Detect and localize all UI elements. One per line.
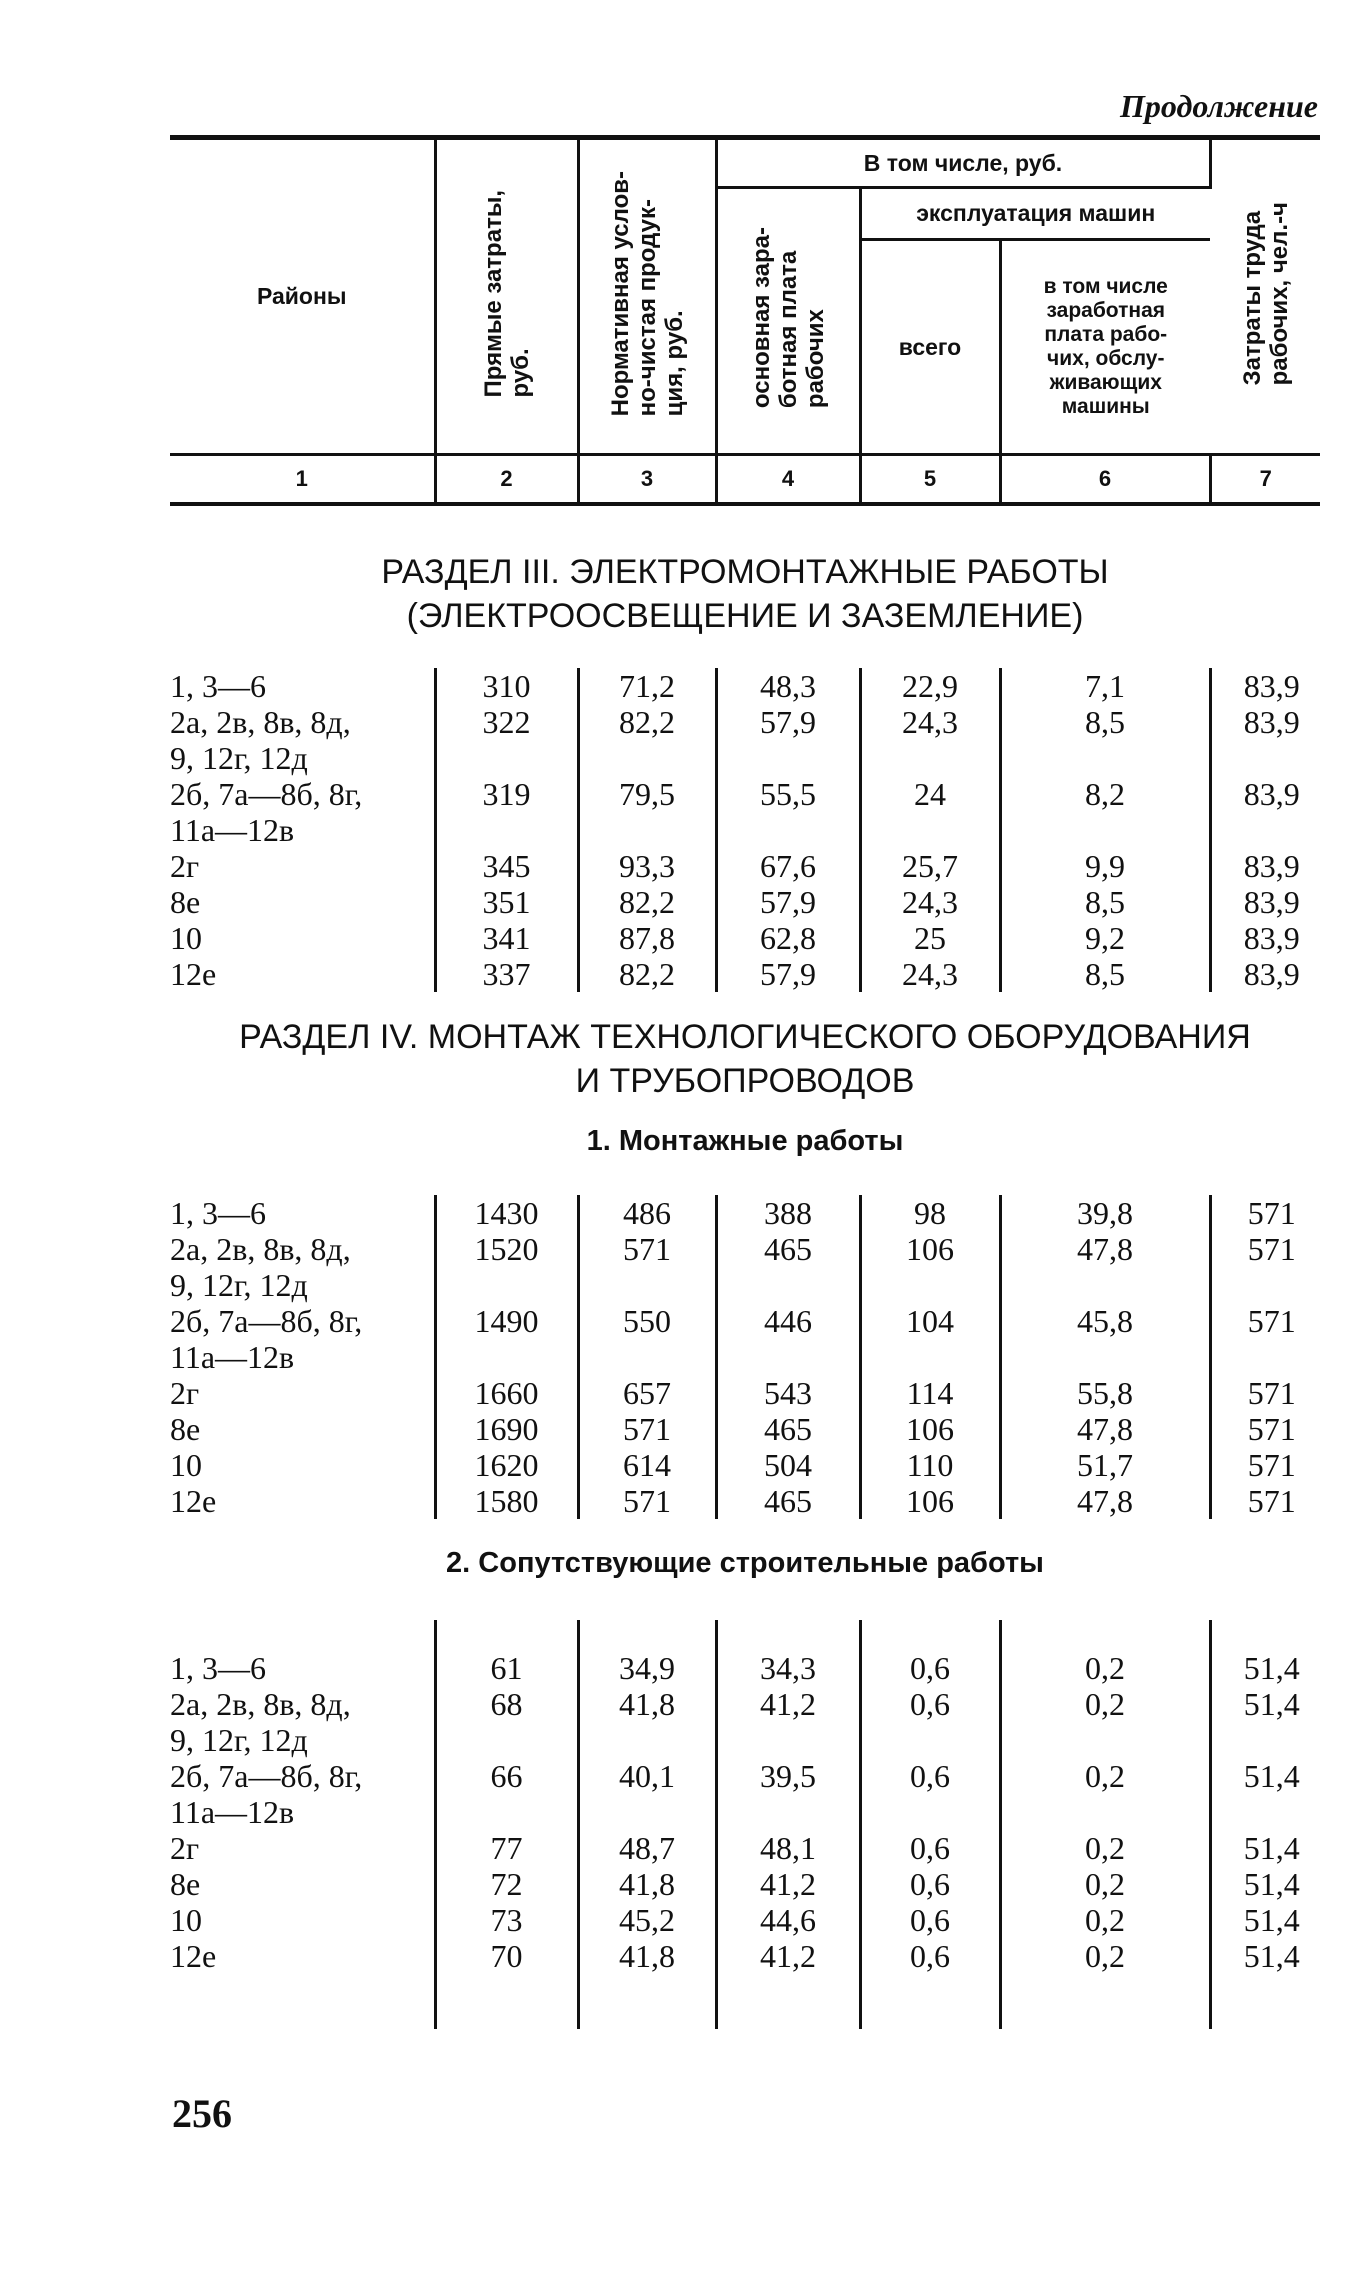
table-cell: 55,5 <box>716 776 860 848</box>
page-number: 256 <box>172 2091 232 2136</box>
table-cell: 446 <box>716 1303 860 1375</box>
spacer-row <box>170 1974 1320 2029</box>
table-cell: 571 <box>1247 1375 1296 1411</box>
table-cell: 465 <box>716 1483 860 1519</box>
table-row <box>170 1375 1320 1411</box>
table-cell: 10 <box>170 1447 435 1483</box>
table-cell: 41,2 <box>716 1866 860 1902</box>
table-row <box>170 1902 1320 1938</box>
table-cell: 55,8 <box>1000 1375 1210 1411</box>
table-cell: 571 <box>1247 1411 1296 1447</box>
table-cell: 0,2 <box>1000 1758 1210 1830</box>
table-cell: 0,6 <box>860 1902 1000 1938</box>
table-cell: 93,3 <box>578 848 716 884</box>
table-row <box>170 1447 1320 1483</box>
table-cell: 9,2 <box>1000 920 1210 956</box>
table-cell: 83,9 <box>1243 920 1300 956</box>
table-cell: 44,6 <box>716 1902 860 1938</box>
table-cell: 2б, 7а—8б, 8г, 11а—12в <box>170 776 435 848</box>
section-4-subtitle-1: 1. Монтажные работы <box>586 1125 904 1157</box>
table-row <box>170 884 1320 920</box>
table-cell: 571 <box>1247 1303 1296 1339</box>
col-number-7: 7 <box>1210 455 1320 505</box>
table-cell: 57,9 <box>716 956 860 992</box>
table-cell: 51,4 <box>1243 1902 1300 1938</box>
table-cell: 83,9 <box>1243 704 1300 740</box>
section-4-table-2 <box>170 1620 1320 2029</box>
table-cell: 72 <box>435 1866 578 1902</box>
table-cell: 24,3 <box>860 956 1000 992</box>
table-cell: 550 <box>578 1303 716 1375</box>
section-4-title: РАЗДЕЛ IV. МОНТАЖ ТЕХНОЛОГИЧЕСКОГО ОБОРУДОВАНИЯ И ТРУБОПРОВОДОВ <box>239 1018 1251 1100</box>
table-cell: 57,9 <box>716 884 860 920</box>
table-cell: 45,2 <box>578 1902 716 1938</box>
table-cell: 341 <box>435 920 578 956</box>
table-cell: 67,6 <box>716 848 860 884</box>
header-normative: Нормативная услов- но-чистая продук- ция, руб. <box>578 138 716 455</box>
table-cell: 22,9 <box>860 668 1000 704</box>
table-row <box>170 668 1320 704</box>
table-cell: 337 <box>435 956 578 992</box>
table-row <box>170 956 1320 992</box>
header-labor: Затраты труда рабочих, чел.-ч <box>1238 201 1293 386</box>
table-cell: 41,8 <box>578 1686 716 1758</box>
table-cell: 62,8 <box>716 920 860 956</box>
table-cell: 1490 <box>435 1303 578 1375</box>
table-cell: 345 <box>435 848 578 884</box>
table-cell: 48,7 <box>578 1830 716 1866</box>
table-cell: 25 <box>860 920 1000 956</box>
table-cell: 41,2 <box>716 1938 860 1974</box>
table-cell: 7,1 <box>1000 668 1210 704</box>
col-number-4: 4 <box>716 455 860 505</box>
table-cell: 1, 3—6 <box>170 1650 435 1686</box>
table-cell: 12е <box>170 1938 435 1974</box>
table-cell: 8е <box>170 884 435 920</box>
table-cell: 2б, 7а—8б, 8г, 11а—12в <box>170 1303 435 1375</box>
table-cell: 571 <box>1247 1195 1296 1231</box>
table-row <box>170 1758 1320 1830</box>
table-cell: 114 <box>860 1375 1000 1411</box>
table-cell: 12е <box>170 956 435 992</box>
table-cell: 1520 <box>435 1231 578 1303</box>
table-cell: 34,3 <box>716 1650 860 1686</box>
table-cell: 351 <box>435 884 578 920</box>
table-cell: 1620 <box>435 1447 578 1483</box>
table-cell: 0,2 <box>1000 1938 1210 1974</box>
table-row <box>170 920 1320 956</box>
table-cell: 57,9 <box>716 704 860 776</box>
table-cell: 51,4 <box>1243 1650 1300 1686</box>
table-cell: 51,7 <box>1000 1447 1210 1483</box>
table-cell: 571 <box>1247 1483 1296 1519</box>
table-row <box>170 1483 1320 1519</box>
table-cell: 571 <box>1247 1231 1296 1267</box>
table-cell: 70 <box>435 1938 578 1974</box>
table-header <box>170 135 1320 506</box>
section-4-table-1 <box>170 1195 1320 1519</box>
table-cell: 2г <box>170 1375 435 1411</box>
table-cell: 0,6 <box>860 1758 1000 1830</box>
header-base-wage: основная зара- ботная плата рабочих <box>716 188 860 455</box>
table-cell: 45,8 <box>1000 1303 1210 1375</box>
spacer-row <box>170 1620 1320 1650</box>
table-cell: 41,8 <box>578 1866 716 1902</box>
table-cell: 82,2 <box>578 956 716 992</box>
header-direct-costs: Прямые затраты, руб. <box>435 138 578 455</box>
table-cell: 657 <box>578 1375 716 1411</box>
table-cell: 82,2 <box>578 884 716 920</box>
table-cell: 2г <box>170 1830 435 1866</box>
col-number-2: 2 <box>435 455 578 505</box>
table-cell: 310 <box>435 668 578 704</box>
section-3-title: РАЗДЕЛ III. ЭЛЕКТРОМОНТАЖНЫЕ РАБОТЫ (ЭЛЕКТРООСВЕЩЕНИЕ И ЗАЗЕМЛЕНИЕ) <box>381 553 1109 635</box>
table-cell: 24 <box>860 776 1000 848</box>
table-cell: 0,2 <box>1000 1650 1210 1686</box>
table-cell: 24,3 <box>860 884 1000 920</box>
table-row <box>170 1830 1320 1866</box>
table-cell: 10 <box>170 1902 435 1938</box>
table-row <box>170 704 1320 776</box>
table-cell: 83,9 <box>1243 668 1300 704</box>
header-total: всего <box>860 240 1000 455</box>
col-number-3: 3 <box>578 455 716 505</box>
table-cell: 0,6 <box>860 1866 1000 1902</box>
table-cell: 9,9 <box>1000 848 1210 884</box>
table-cell: 0,2 <box>1000 1866 1210 1902</box>
table-row <box>170 1195 1320 1231</box>
table-cell: 51,4 <box>1243 1866 1300 1902</box>
table-cell: 1, 3—6 <box>170 1195 435 1231</box>
table-cell: 73 <box>435 1902 578 1938</box>
table-cell: 79,5 <box>578 776 716 848</box>
table-cell: 1580 <box>435 1483 578 1519</box>
table-cell: 0,6 <box>860 1650 1000 1686</box>
table-cell: 83,9 <box>1243 848 1300 884</box>
table-cell: 87,8 <box>578 920 716 956</box>
col-number-6: 6 <box>1000 455 1210 505</box>
table-cell: 571 <box>578 1411 716 1447</box>
table-cell: 61 <box>435 1650 578 1686</box>
table-cell: 1690 <box>435 1411 578 1447</box>
table-cell: 83,9 <box>1243 776 1300 812</box>
table-cell: 571 <box>1247 1447 1296 1483</box>
table-cell: 51,4 <box>1243 1686 1300 1722</box>
table-cell: 0,2 <box>1000 1830 1210 1866</box>
table-row <box>170 1650 1320 1686</box>
table-cell: 8,2 <box>1000 776 1210 848</box>
table-row <box>170 1303 1320 1375</box>
table-cell: 110 <box>860 1447 1000 1483</box>
table-cell: 25,7 <box>860 848 1000 884</box>
table-cell: 83,9 <box>1243 884 1300 920</box>
table-cell: 39,8 <box>1000 1195 1210 1231</box>
table-row <box>170 1938 1320 1974</box>
table-cell: 2а, 2в, 8в, 8д, 9, 12г, 12д <box>170 1686 435 1758</box>
table-cell: 40,1 <box>578 1758 716 1830</box>
table-cell: 48,3 <box>716 668 860 704</box>
table-row <box>170 1686 1320 1758</box>
table-cell: 0,6 <box>860 1938 1000 1974</box>
table-row <box>170 848 1320 884</box>
table-cell: 2а, 2в, 8в, 8д, 9, 12г, 12д <box>170 704 435 776</box>
table-cell: 8е <box>170 1411 435 1447</box>
table-cell: 388 <box>716 1195 860 1231</box>
table-cell: 614 <box>578 1447 716 1483</box>
table-cell: 51,4 <box>1243 1830 1300 1866</box>
section-3-table <box>170 668 1320 992</box>
table-cell: 68 <box>435 1686 578 1758</box>
table-cell: 465 <box>716 1411 860 1447</box>
table-cell: 106 <box>860 1411 1000 1447</box>
table-cell: 0,6 <box>860 1686 1000 1758</box>
col-number-1: 1 <box>170 455 435 505</box>
section-4-subtitle-2: 2. Сопутствующие строительные работы <box>446 1547 1044 1579</box>
table-row <box>170 1231 1320 1303</box>
table-cell: 8,5 <box>1000 884 1210 920</box>
table-cell: 1430 <box>435 1195 578 1231</box>
table-cell: 47,8 <box>1000 1411 1210 1447</box>
table-cell: 571 <box>578 1483 716 1519</box>
table-cell: 106 <box>860 1483 1000 1519</box>
table-cell: 12е <box>170 1483 435 1519</box>
continuation-label: Продолжение <box>1120 88 1318 124</box>
table-cell: 0,2 <box>1000 1686 1210 1758</box>
table-row <box>170 1866 1320 1902</box>
table-cell: 47,8 <box>1000 1483 1210 1519</box>
header-regions: Районы <box>170 138 435 455</box>
table-cell: 8е <box>170 1866 435 1902</box>
table-cell: 24,3 <box>860 704 1000 776</box>
table-cell: 319 <box>435 776 578 848</box>
table-cell: 41,2 <box>716 1686 860 1758</box>
table-cell: 106 <box>860 1231 1000 1303</box>
table-cell: 98 <box>860 1195 1000 1231</box>
table-cell: 34,9 <box>578 1650 716 1686</box>
table-cell: 47,8 <box>1000 1231 1210 1303</box>
table-cell: 41,8 <box>578 1938 716 1974</box>
table-cell: 71,2 <box>578 668 716 704</box>
table-cell: 571 <box>578 1231 716 1303</box>
table-cell: 1, 3—6 <box>170 668 435 704</box>
table-cell: 1660 <box>435 1375 578 1411</box>
table-cell: 83,9 <box>1243 956 1300 992</box>
col-number-5: 5 <box>860 455 1000 505</box>
table-cell: 504 <box>716 1447 860 1483</box>
table-cell: 2г <box>170 848 435 884</box>
table-cell: 39,5 <box>716 1758 860 1830</box>
header-incl-rub: В том числе, руб. <box>716 138 1210 188</box>
header-machine-wage: в том числе заработная плата рабо- чих, обслу- живающих машины <box>1043 275 1168 418</box>
table-cell: 0,6 <box>860 1830 1000 1866</box>
table-cell: 48,1 <box>716 1830 860 1866</box>
table-cell: 2а, 2в, 8в, 8д, 9, 12г, 12д <box>170 1231 435 1303</box>
table-row <box>170 776 1320 848</box>
table-cell: 104 <box>860 1303 1000 1375</box>
table-cell: 77 <box>435 1830 578 1866</box>
table-cell: 543 <box>716 1375 860 1411</box>
table-cell: 322 <box>435 704 578 776</box>
table-cell: 82,2 <box>578 704 716 776</box>
table-cell: 465 <box>716 1231 860 1303</box>
table-cell: 8,5 <box>1000 704 1210 776</box>
table-cell: 486 <box>578 1195 716 1231</box>
table-row <box>170 1411 1320 1447</box>
table-cell: 2б, 7а—8б, 8г, 11а—12в <box>170 1758 435 1830</box>
table-cell: 51,4 <box>1243 1758 1300 1794</box>
table-cell: 51,4 <box>1243 1938 1300 1974</box>
table-cell: 8,5 <box>1000 956 1210 992</box>
table-cell: 66 <box>435 1758 578 1830</box>
table-cell: 0,2 <box>1000 1902 1210 1938</box>
table-cell: 10 <box>170 920 435 956</box>
header-machine-ops: эксплуатация машин <box>860 188 1210 240</box>
